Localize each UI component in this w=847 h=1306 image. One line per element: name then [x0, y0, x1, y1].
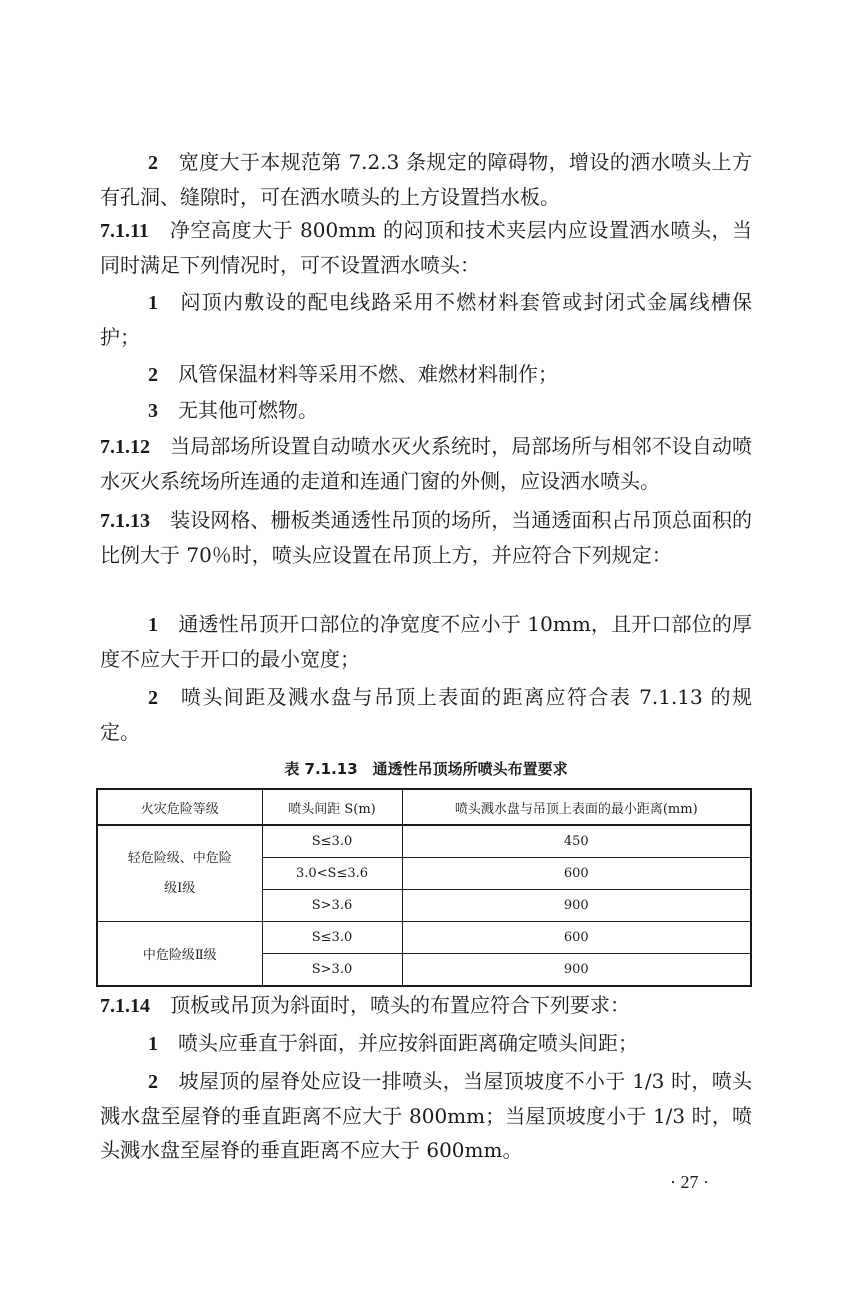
clause-number: 7.1.12 [100, 436, 150, 458]
page-number: · 27 · [670, 1172, 709, 1192]
item-number: 2 [148, 152, 158, 174]
paragraph-text: 闷顶内敷设的配电线路采用不燃材料套管或封闭式金属线槽保护； [100, 290, 753, 349]
distance-cell: 450 [402, 825, 751, 858]
paragraph [100, 1064, 752, 1167]
table-row [97, 825, 751, 858]
hazard-group-label: 中危险级Ⅱ级 [97, 922, 262, 987]
paragraph-text: 当局部场所设置自动喷水灭火系统时，局部场所与相邻不设自动喷水灭火系统场所连通的走道和连通门窗的外侧，应设洒水喷头。 [100, 434, 753, 493]
spacing-cell: S≤3.0 [262, 825, 402, 858]
paragraph-text: 坡屋顶的屋脊处应设一排喷头，当屋顶坡度不小于 1/3 时，喷头溅水盘至屋脊的垂直距离不应大于 800mm；当屋顶坡度小于 1/3 时，喷头溅水盘至屋脊的垂直距离不应大于 600mm。 [100, 1069, 753, 1162]
paragraph [100, 285, 752, 354]
header-min-distance: 喷头溅水盘与吊顶上表面的最小距离(mm) [402, 789, 751, 825]
distance-cell: 600 [402, 858, 751, 890]
paragraph [100, 145, 752, 214]
paragraph-text: 宽度大于本规范第 7.2.3 条规定的障碍物，增设的洒水喷头上方有孔洞、缝隙时，可在洒水喷头的上方设置挡水板。 [100, 150, 753, 209]
paragraph-text: 喷头间距及溅水盘与吊顶上表面的距离应符合表 7.1.13 的规定。 [100, 685, 753, 744]
item-number: 1 [148, 614, 158, 636]
clause-7-1-12 [100, 429, 752, 498]
clause-7-1-13 [100, 503, 752, 572]
table-title: 表 7.1.13 通透性吊顶场所喷头布置要求 [284, 760, 568, 778]
paragraph-text: 无其他可燃物。 [178, 398, 318, 422]
table-row [97, 922, 751, 954]
item-number: 1 [148, 292, 158, 314]
paragraph [100, 680, 752, 749]
paragraph-text: 通透性吊顶开口部位的净宽度不应小于 10mm，且开口部位的厚度不应大于开口的最小宽度； [100, 612, 752, 671]
table-header-row [97, 789, 751, 825]
spacing-cell: S>3.6 [262, 890, 402, 922]
spacing-cell: 3.0<S≤3.6 [262, 858, 402, 890]
clause-number: 7.1.13 [100, 510, 150, 532]
paragraph-text: 装设网格、栅板类通透性吊顶的场所，当通透面积占吊顶总面积的比例大于 70％时，喷头应设置在吊顶上方，并应符合下列规定： [100, 508, 753, 567]
item-number: 2 [148, 364, 158, 386]
paragraph-text: 喷头应垂直于斜面，并应按斜面距离确定喷头间距； [178, 1031, 638, 1055]
clause-number: 7.1.11 [100, 220, 149, 242]
item-number: 2 [148, 1071, 158, 1093]
header-hazard-level: 火灾危险等级 [97, 789, 262, 825]
paragraph-text: 顶板或吊顶为斜面时，喷头的布置应符合下列要求： [170, 993, 630, 1017]
distance-cell: 900 [402, 890, 751, 922]
clause-7-1-11 [100, 213, 752, 282]
sprinkler-layout-table [96, 788, 752, 987]
spacing-cell: S>3.0 [262, 954, 402, 987]
item-number: 3 [148, 400, 158, 422]
distance-cell: 600 [402, 922, 751, 954]
item-number: 2 [148, 687, 158, 709]
distance-cell: 900 [402, 954, 751, 987]
item-number: 1 [148, 1033, 158, 1055]
paragraph [100, 607, 752, 676]
spacing-cell: S≤3.0 [262, 922, 402, 954]
paragraph [100, 393, 752, 428]
hazard-group-label [97, 825, 262, 922]
paragraph [100, 357, 752, 392]
paragraph-text: 净空高度大于 800mm 的闷顶和技术夹层内应设置洒水喷头，当同时满足下列情况时，可不设置洒水喷头： [100, 218, 752, 277]
paragraph-text: 风管保温材料等采用不燃、难燃材料制作； [178, 362, 558, 386]
paragraph [100, 1026, 752, 1061]
hazard-label-text: 轻危险级、中危险级Ⅰ级 [127, 850, 232, 896]
clause-number: 7.1.14 [100, 995, 150, 1017]
clause-7-1-14 [100, 988, 752, 1023]
header-spacing: 喷头间距 S(m) [262, 789, 402, 825]
